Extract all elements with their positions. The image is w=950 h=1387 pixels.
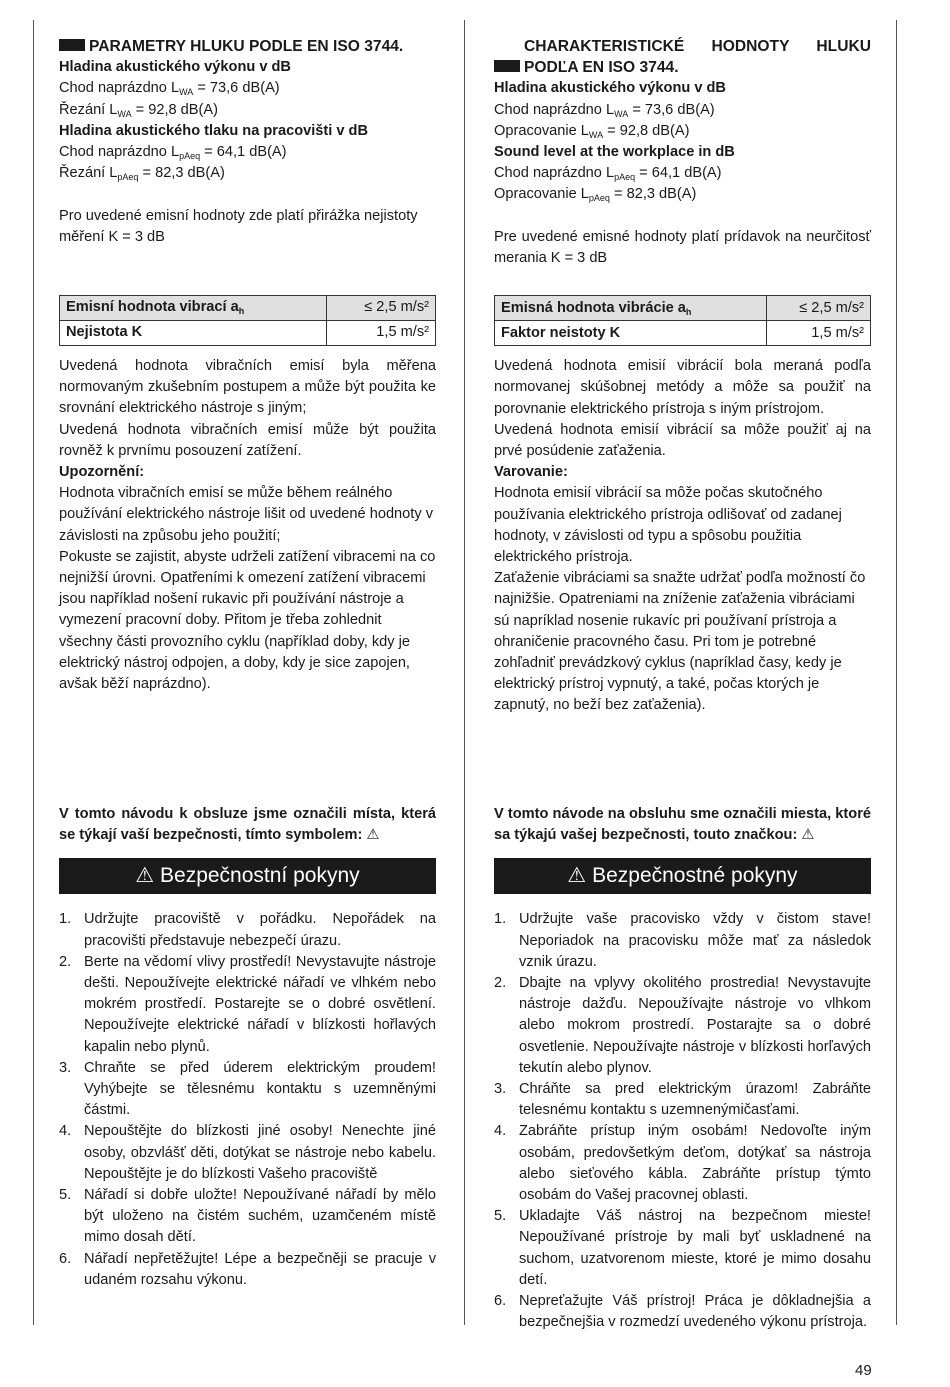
sk-vib-para-1: Uvedená hodnota emisií vibrácií bola meraná podľa normovanej skúšobnej metódy a môže sa použiť na porovnanie elektrického prístroja s iným prístrojom. (494, 358, 871, 417)
sk-pressure-heading: Sound level at the workplace in dB (494, 144, 735, 161)
center-divider-rule (464, 20, 465, 1325)
cz-uncertainty-note: Pro uvedené emisní hodnoty zde platí přirážka nejistoty měření K = 3 dB (59, 207, 418, 245)
sk-warning-para-2: Zaťaženie vibráciami sa snažte udržať podľa možností čo najnižšie. Opatreniami na zníženie zaťaženia vibráciami sú napríklad nosenie rukavíc pri používaní prístroja a ohraničenie pracovného času. Pri tom je potrebné zohľadniť prevádzkový cyklus (napríklad časy, kedy je elektrický prístroj vypnutý, a také, počas ktorých je zapnutý, no beží bez zaťaženia). (494, 570, 866, 714)
list-item: 6. Nepreťažujte Váš prístroj! Práca je dôkladnejšia a bezpečnejšia v rozmedzí uvedeného výkonu prístroja. (494, 1293, 871, 1331)
list-item: 5. Ukladajte Váš nástroj na bezpečnom mieste! Nepoužívané prístroje by mali byť uskladnené na suchom, uzatvorenom mieste, ktoré je mimo dosahu detí. (494, 1208, 871, 1288)
cz-pressure-cut: Řezání $L_{pAeq} = 82,3$ dB(A) (59, 165, 225, 183)
cz-symbol-note: V tomto návodu k obsluze jsme označili místa, která se týkají vaší bezpečnosti, tímto symbolem: ⚠ (59, 806, 436, 844)
cz-vib-label: Emisní hodnota vibrací $a_h$ (60, 296, 327, 321)
left-margin-rule (33, 20, 34, 1325)
list-item: 3. Chraňte se před úderem elektrickým proudem! Vyhýbejte se tělesnému kontaktu s uzemněnými částmi. (59, 1059, 436, 1119)
list-item: 2. Dbajte na vplyvy okolitého prostredia! Nevystavujte nástroje dažďu. Nepoužívajte nástroje vo vlhkom alebo mokrom prostredí. Postarajte sa o dobré osvetlenie. Nepoužívajte nástroje v blízkosti horľavých tekutín alebo plynov. (494, 975, 871, 1076)
sk-power-idle: Chod naprázdno $L_{WA} = 73,6$ dB(A) (494, 101, 715, 119)
cz-safety-bar: ⚠ Bezpečnostní pokyny (59, 858, 436, 894)
sk-pressure-cut: Opracovanie $L_{pAeq} = 82,3$ dB(A) (494, 186, 697, 204)
cz-vib-para-2: Uvedená hodnota vibračních emisí může být použita rovněž k prvnímu posouzení zatížení. (59, 421, 436, 459)
sk-k-value: 1,5 m/s² (766, 321, 870, 346)
sk-warning-para-1: Hodnota emisií vibrácií sa môže počas skutočného používania elektrického prístroja odlišovať od zadanej hodnoty, v závislosti od typu a spôsobu použitia elektrického prístroja. (494, 485, 842, 566)
sk-warning-heading: Varovanie: (494, 464, 568, 481)
sk-vib-value: ≤ 2,5 m/s² (766, 296, 870, 321)
sk-safety-section (494, 804, 871, 1333)
sk-safety-list (494, 909, 871, 1333)
sk-power-cut: Opracovanie $L_{WA} = 92,8$ dB(A) (494, 122, 690, 140)
list-item: 1. Udržujte vaše pracovisko vždy v čistom stave! Neporiadok na pracovisku môže mať za následok vznik úrazu. (494, 911, 871, 970)
sk-uncertainty-note: Pre uvedené emisné hodnoty platí prídavok na neurčitosť merania K = 3 dB (494, 228, 871, 267)
cz-noise-title: PARAMETRY HLUKU PODLE EN ISO 3744. (59, 36, 436, 57)
cz-warning-para-2: Pokuste se zajistit, abyste udrželi zatížení vibracemi na co nejnižší úrovni. Opatřeními k omezení zatížení vibracemi jsou například nošení rukavic při používání nástroje a vymezení pracovní doby. Přitom je třeba zohlednit všechny části provozního cyklu (například doby, kdy je elektrický nástroj odpojen, a doby, kdy je sice zapojen, avšak běží naprázdno). (59, 548, 436, 693)
cz-safety-section (59, 804, 436, 1291)
list-item: 5. Nářadí si dobře uložte! Nepoužívané nářadí by mělo být uloženo na čistém suchém, uzamčeném místě mimo dosah dětí. (59, 1187, 436, 1246)
list-item: 6. Nářadí nepřetěžujte! Lépe a bezpečněji se pracuje v udaném rozsahu výkonu. (59, 1250, 436, 1288)
cz-warning-heading: Upozornění: (59, 464, 145, 481)
right-margin-rule (896, 20, 897, 1325)
list-item: 1. Udržujte pracoviště v pořádku. Nepořádek na pracovišti představuje nebezpečí úrazu. (59, 911, 436, 949)
black-square-icon (59, 39, 85, 51)
cz-power-cut: Řezání $L_{WA} = 92,8$ dB(A) (59, 101, 218, 119)
list-item: 3. Chráňte sa pred elektrickým úrazom! Zabráňte telesnému kontaktu s uzemnenýmičasťami. (494, 1081, 871, 1119)
cz-warning-para-1: Hodnota vibračních emisí se může během reálného používání elektrického nástroje lišit od uvedené hodnoty v závislosti na způsobu jeho použití; (59, 485, 433, 544)
list-item: 4. Zabráňte prístup iným osobám! Nedovoľte iným osobám, predovšetkým deťom, dotýkať sa nástroja alebo sieťového kábla. Zabráňte prístup týmto osobám do Vašej pracovnej oblasti. (494, 1123, 871, 1204)
cz-vibration-table (59, 295, 436, 346)
cz-pressure-idle: Chod naprázdno $L_{pAeq} = 64,1$ dB(A) (59, 144, 287, 162)
cz-safety-list (59, 909, 436, 1291)
list-item: 2. Berte na vědomí vlivy prostředí! Nevystavujte nástroje dešti. Nepoužívejte elektrické nářadí ve vlhkém nebo mokrém prostředí. Postarejte se o dobré osvětlení. Nepoužívejte elektrické nářadí v blízkosti hořlavých kapalin nebo plynů. (59, 953, 436, 1055)
sk-pressure-idle: Chod naprázdno $L_{pAeq} = 64,1$ dB(A) (494, 165, 722, 183)
page-number: 49 (855, 1362, 872, 1379)
cz-power-heading: Hladina akustického výkonu v dB (59, 59, 291, 76)
slovak-column (494, 36, 871, 717)
sk-symbol-note: V tomto návode na obsluhu sme označili miesta, ktoré sa týkajú vašej bezpečnosti, touto značkou: ⚠ (494, 806, 871, 844)
sk-vib-label: Emisná hodnota vibrácie $a_h$ (495, 296, 767, 321)
cz-vib-value: ≤ 2,5 m/s² (327, 296, 436, 321)
cz-pressure-heading: Hladina akustického tlaku na pracovišti v dB (59, 122, 368, 139)
sk-power-heading: Hladina akustického výkonu v dB (494, 80, 726, 97)
list-item: 4. Nepouštějte do blízkosti jiné osoby! Nenechte jiné osoby, obzvlášť děti, dotýkat se nástroje nebo kabelu. Nepouštějte je do blízkosti Vašeho pracoviště (59, 1123, 436, 1182)
sk-noise-title-1: CHARAKTERISTICKÉ HODNOTY HLUKU (524, 38, 871, 55)
sk-k-label: Faktor neistoty K (495, 321, 767, 346)
cz-power-idle: Chod naprázdno $L_{WA} = 73,6$ dB(A) (59, 80, 280, 98)
black-square-icon (494, 60, 520, 72)
cz-k-value: 1,5 m/s² (327, 321, 436, 346)
cz-k-label: Nejistota K (60, 321, 327, 346)
cz-vib-para-1: Uvedená hodnota vibračních emisí byla měřena normovaným zkušebním postupem a může být použita ke srovnání elektrického nástroje s jiným; (59, 358, 436, 417)
sk-noise-title-2: PODĽA EN ISO 3744. (494, 57, 871, 78)
czech-column (59, 36, 436, 695)
sk-vibration-table (494, 295, 871, 346)
sk-vib-para-2: Uvedená hodnota emisií vibrácií sa môže použiť aj na prvé posúdenie zaťaženia. (494, 421, 871, 460)
sk-safety-bar: ⚠ Bezpečnostné pokyny (494, 858, 871, 894)
